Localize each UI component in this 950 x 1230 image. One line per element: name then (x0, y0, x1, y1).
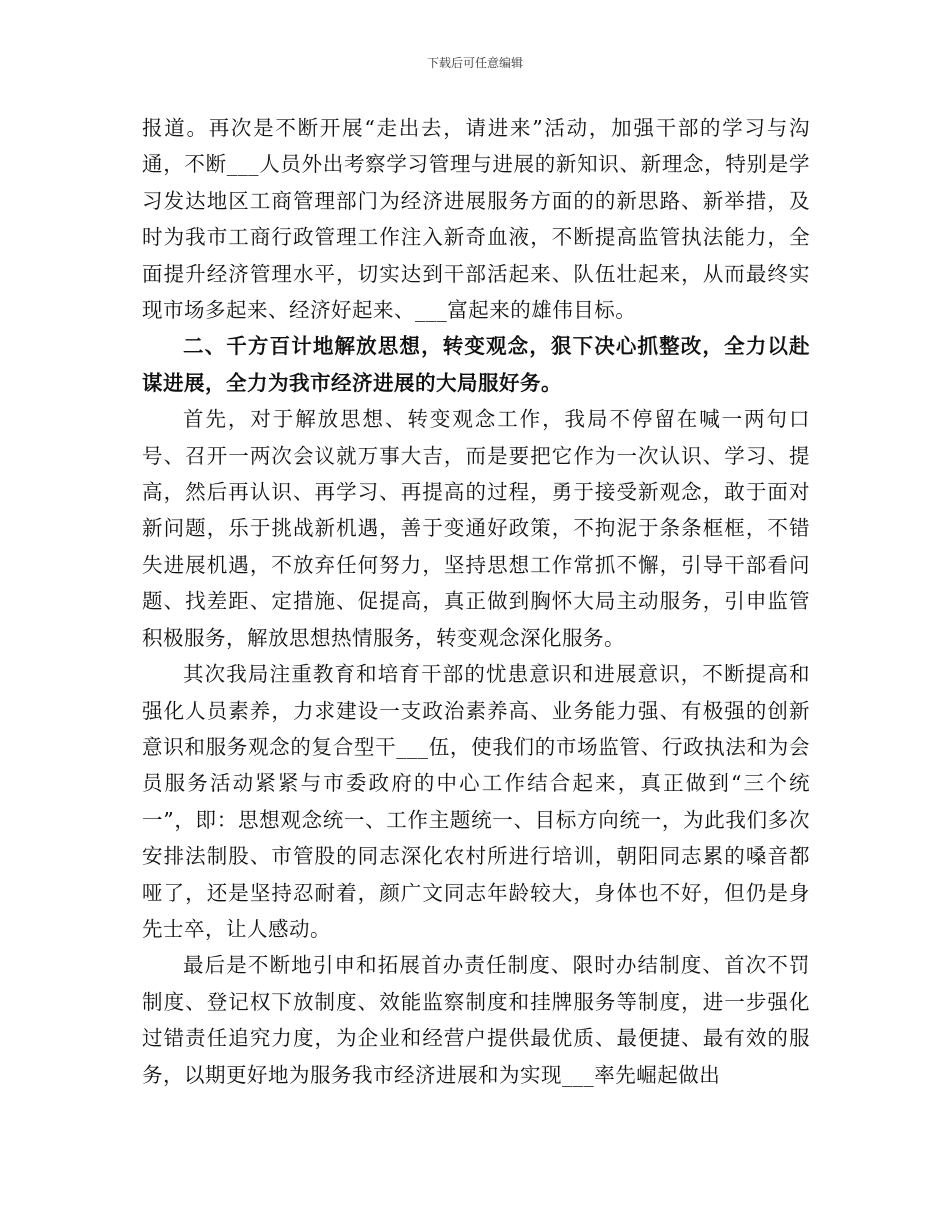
document-body (142, 110, 810, 1093)
paragraph-1: 报道。再次是不断开展“走出去，请进来”活动，加强干部的学习与沟通，不断___人员外出考察学习管理与进展的新知识、新理念，特别是学习发达地区工商管理部门为经济进展服务方面的的新思路、新举措，及时为我市工商行政管理工作注入新奇血液，不断提高监管执法能力，全面提升经济管理水平，切实达到干部活起来、队伍壮起来，从而最终实现市场多起来、经济好起来、___富起来的雄伟目标。 (142, 116, 810, 323)
paragraph-4: 最后是不断地引申和拓展首办责任制度、限时办结制度、首次不罚制度、登记权下放制度、效能监察制度和挂牌服务等制度，进一步强化过错责任追究力度，为企业和经营户提供最优质、最便捷、最有效的服务，以期更好地为服务我市经济进展和为实现___率先崛起做出 (142, 953, 810, 1087)
paragraph-2: 首先，对于解放思想、转变观念工作，我局不停留在喊一两句口号、召开一两次会议就万事大吉，而是要把它作为一次认识、学习、提高，然后再认识、再学习、再提高的过程，勇于接受新观念，敢于面对新问题，乐于挑战新机遇，善于变通好政策，不拘泥于条条框框，不错失进展机遇，不放弃任何努力，坚持思想工作常抓不懈，引导干部看问题、找差距、定措施、促提高，真正做到胸怀大局主动服务，引申监管积极服务，解放思想热情服务，转变观念深化服务。 (142, 407, 810, 650)
section-heading: 二、千方百计地解放思想，转变观念，狠下决心抓整改，全力以赴谋进展，全力为我市经济进展的大局服好务。 (142, 334, 810, 395)
paragraph-3: 其次我局注重教育和培育干部的忧患意识和进展意识，不断提高和强化人员素养，力求建设一支政治素养高、业务能力强、有极强的创新意识和服务观念的复合型干___伍，使我们的市场监管、行政执法和为会员服务活动紧紧与市委政府的中心工作结合起来，真正做到“三个统一”，即：思想观念统一、工作主题统一、目标方向统一，为此我们多次安排法制股、市管股的同志深化农村所进行培训，朝阳同志累的嗓音都哑了，还是坚持忍耐着，颜广文同志年龄较大，身体也不好，但仍是身先士卒，让人感动。 (142, 662, 810, 941)
page-header: 下载后可任意编辑 (426, 56, 523, 70)
